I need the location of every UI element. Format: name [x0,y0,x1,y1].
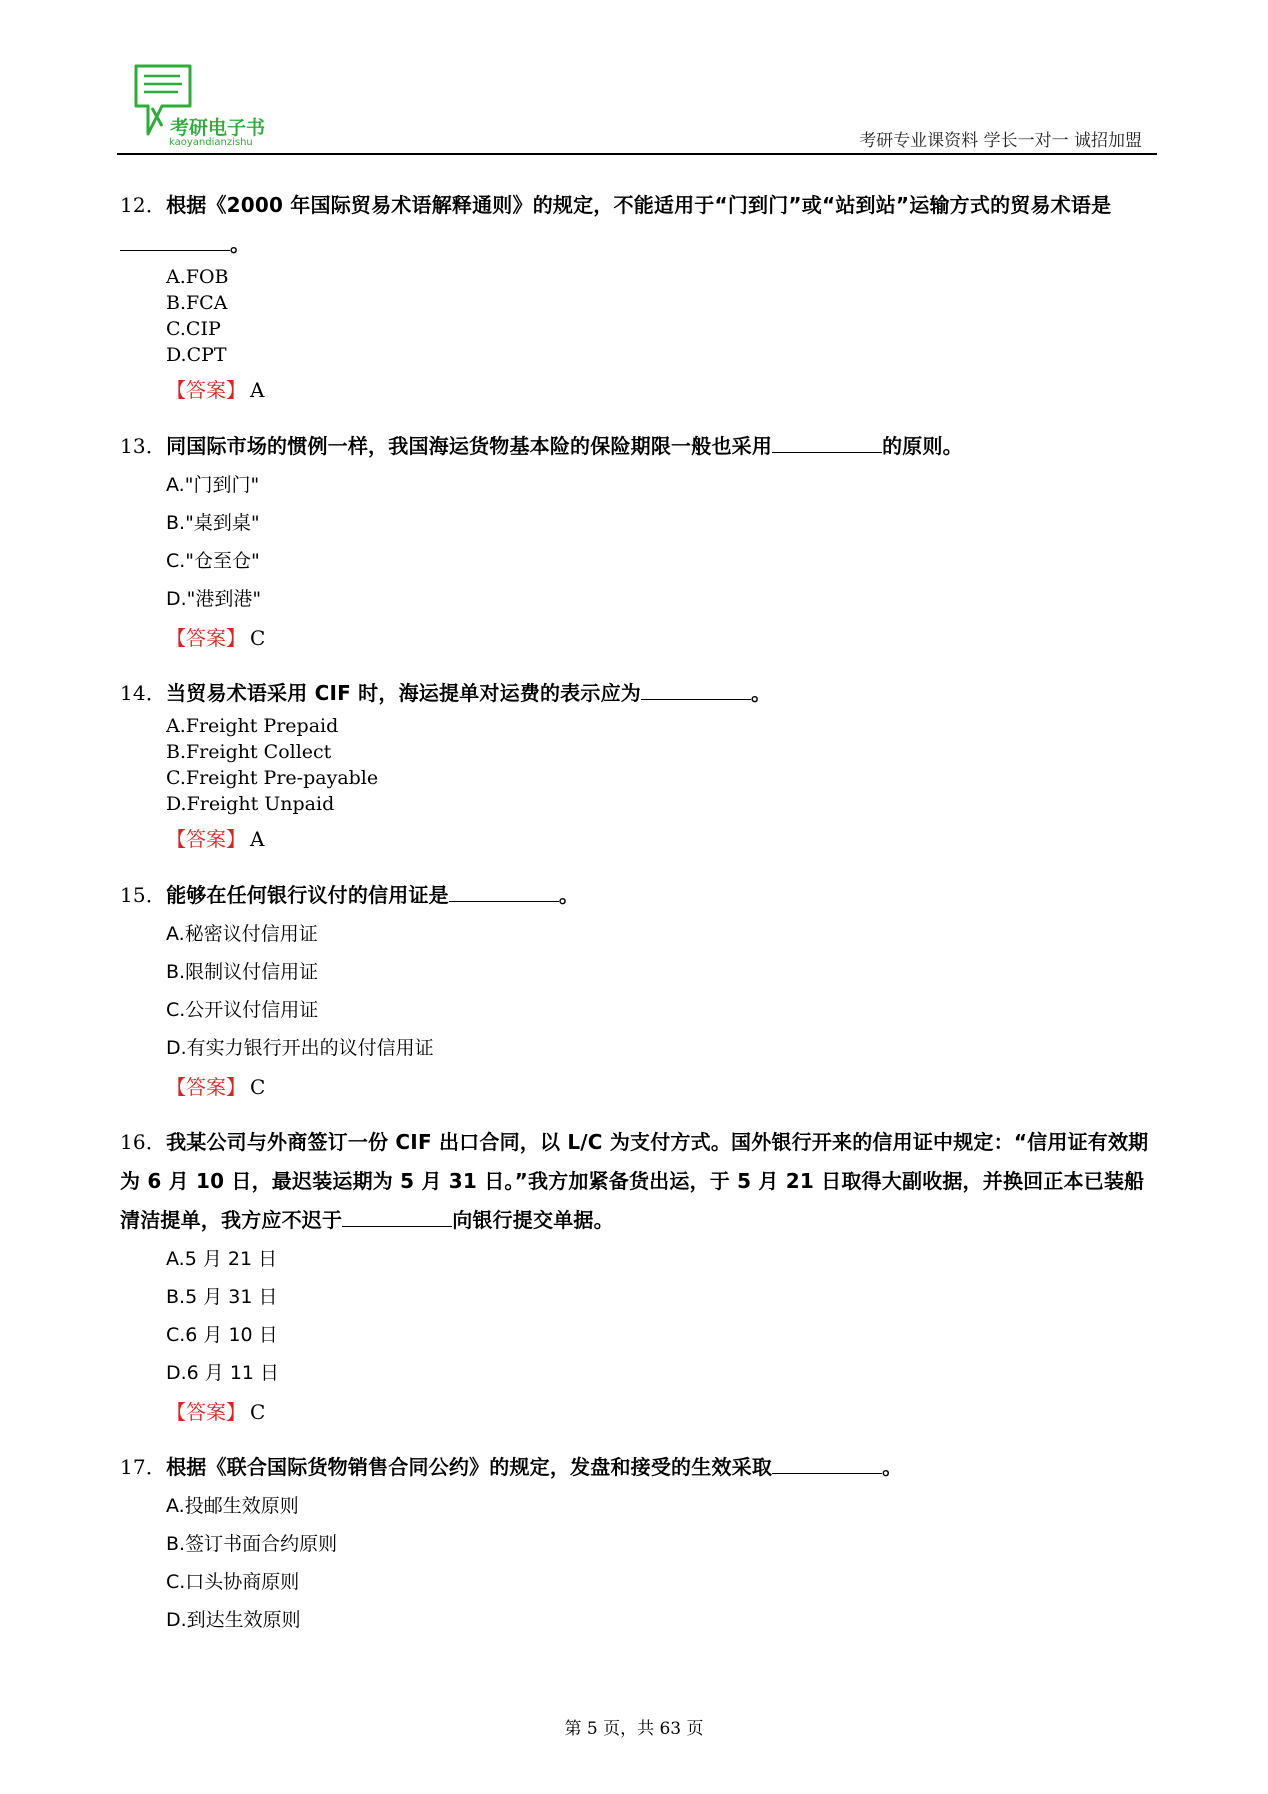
answer-value: A [250,378,265,402]
option-b: B.签订书面合约原则 [166,1533,338,1555]
question-17 [120,1448,1156,1639]
question-15 [120,876,1156,1107]
answer-value: A [250,827,265,851]
answer-line [166,819,1156,859]
answer-value: C [250,626,266,650]
answer-label: 【答案】 [166,1075,246,1099]
answer-blank [641,681,751,700]
question-14 [120,674,1156,859]
answer-blank [449,883,559,902]
answer-value: C [250,1075,266,1099]
option-list [166,915,1156,1067]
option-b: B.Freight Collect [166,741,332,763]
stem-text-end: 的原则。 [882,434,963,458]
option-b: B.限制议付信用证 [166,961,319,983]
question-list [120,186,1156,1639]
option-d: D.CPT [166,344,227,366]
option-d: D.Freight Unpaid [166,793,335,815]
answer-label: 【答案】 [166,626,246,650]
option-c: C.CIP [166,318,221,340]
answer-label: 【答案】 [166,827,246,851]
option-c: C.Freight Pre-payable [166,767,379,789]
answer-blank [772,434,882,453]
option-a: A.Freight Prepaid [166,715,339,737]
option-b: B.FCA [166,292,228,314]
stem-text-end: 。 [750,681,772,705]
option-c: C.口头协商原则 [166,1571,300,1593]
stem-text-end: 。 [558,883,580,907]
question-stem [120,186,1156,264]
option-b: B.5 月 31 日 [166,1286,278,1308]
answer-blank [120,232,230,251]
option-list [166,713,1156,817]
logo [132,62,292,152]
answer-line [166,1392,1156,1432]
header-divider [117,153,1157,155]
answer-blank [342,1208,452,1227]
option-c: C.6 月 10 日 [166,1324,278,1346]
option-a: A.秘密议付信用证 [166,923,318,945]
stem-text: 能够在任何银行议付的信用证是 [166,883,449,907]
option-d: D.到达生效原则 [166,1609,301,1631]
page-header [117,52,1157,156]
stem-text-end: 向银行提交单据。 [452,1208,614,1232]
answer-label: 【答案】 [166,1400,246,1424]
question-number: 14． [120,681,167,705]
option-list [166,1240,1156,1392]
answer-line [166,618,1156,658]
question-stem [120,1123,1156,1240]
question-13 [120,427,1156,658]
stem-text: 根据《2000 年国际贸易术语解释通则》的规定，不能适用于“门到门”或“站到站”运输方式的贸易术语是 [166,193,1112,217]
question-number: 15． [120,883,167,907]
option-c: C.公开议付信用证 [166,999,319,1021]
answer-line [166,1067,1156,1107]
header-tagline: 考研专业课资料 学长一对一 诚招加盟 [859,131,1142,151]
question-number: 16． [120,1130,167,1154]
option-list [166,264,1156,368]
answer-label: 【答案】 [166,378,246,402]
question-stem [120,1448,1156,1487]
stem-text-end: 。 [882,1455,903,1479]
option-d: D.6 月 11 日 [166,1362,280,1384]
answer-blank [772,1455,882,1474]
stem-text: 根据《联合国际货物销售合同公约》的规定，发盘和接受的生效采取 [166,1455,773,1479]
question-12 [120,186,1156,410]
option-c: C."仓至仓" [166,550,260,572]
stem-text: 同国际市场的惯例一样，我国海运货物基本险的保险期限一般也采用 [166,434,773,458]
question-number: 12． [120,193,167,217]
answer-value: C [250,1400,266,1424]
page-number-footer: 第 5 页，共 63 页 [564,1719,704,1739]
option-a: A."门到门" [166,474,260,496]
question-stem [120,876,1156,915]
option-list [166,466,1156,618]
stem-text-end: 。 [230,232,251,256]
option-a: A.投邮生效原则 [166,1495,299,1517]
answer-line [166,370,1156,410]
option-a: A.FOB [166,266,229,288]
question-stem [120,674,1156,713]
question-16 [120,1123,1156,1432]
option-d: D.有实力银行开出的议付信用证 [166,1037,434,1059]
option-b: B."桌到桌" [166,512,260,534]
question-number: 17． [120,1455,167,1479]
option-d: D."港到港" [166,588,262,610]
question-number: 13． [120,434,167,458]
question-stem [120,427,1156,466]
stem-text: 我某公司与外商签订一份 CIF 出口合同，以 L/C 为支付方式。国外银行开来的信用证中规定：“信用证有效期为 6 月 10 日，最迟装运期为 5 月 31 日。”我方加紧备货出运，于 5 月 21 日取得大副收据，并换回正本已装船清洁提单，我方应不迟于 [120,1130,1149,1232]
stem-text: 当贸易术语采用 CIF 时，海运提单对运费的表示应为 [166,681,641,705]
logo-text: 考研电子书 [170,117,266,139]
option-a: A.5 月 21 日 [166,1248,278,1270]
logo-subtext: kaoyandianzishu [169,137,253,148]
option-list [166,1487,1156,1639]
